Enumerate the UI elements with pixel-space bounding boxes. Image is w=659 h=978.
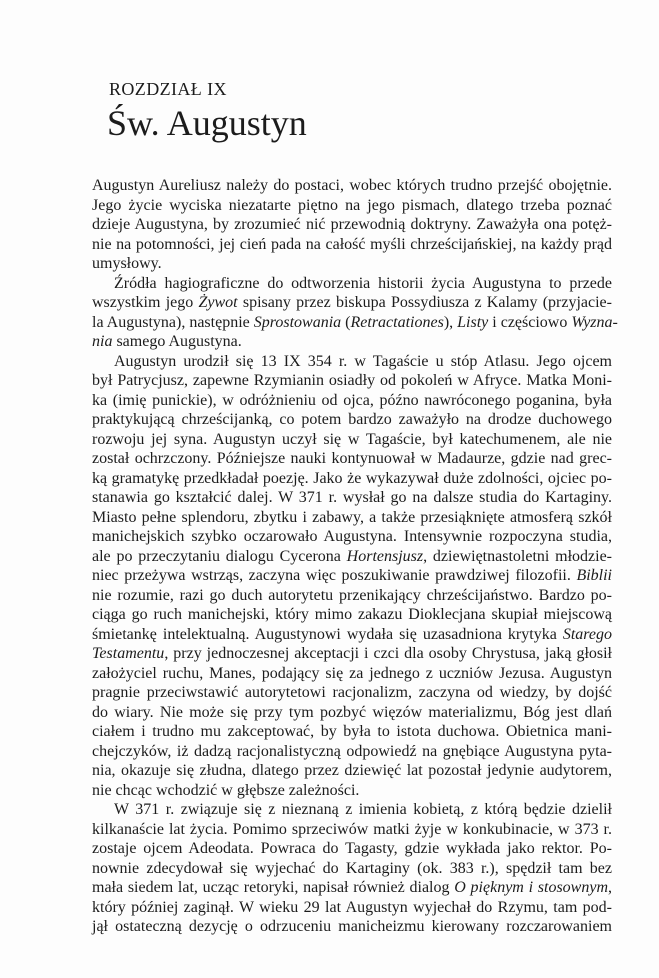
text-line: ka (imię punickie), w odróżnieniu od ojca, późno nawróconego poganina, była <box>92 391 612 409</box>
text-line: kilkanaście lat życia. Pomimo sprzeciwów matki żyje w konkubinacie, w 373 r. <box>92 820 612 838</box>
text-line: nownie zdecydował się wyjechać do Kartaginy (ok. 383 r.), spędził tam bez <box>92 859 612 877</box>
text-line: niec przeżywa wstrząs, zaczyna więc poszukiwanie prawdziwej filozofii. Biblii <box>92 567 612 584</box>
text-line: nie chcąc wchodzić w głębsze zależności. <box>92 781 360 799</box>
text-line: ką gramatykę przedkładał poezję. Jako że wykazywał duże zdolności, ojciec po- <box>92 469 612 487</box>
text-line: stanawia go kształcić dalej. W 371 r. wysłał go na dalsze studia do Kartaginy. <box>92 489 612 506</box>
text-line: do wiary. Nie może się przy tym pozbyć więzów materializmu, Bóg jest dlań <box>92 703 612 721</box>
text-line: W 371 r. związuje się z nieznaną z imienia kobietą, z którą będzie dzielił <box>114 801 612 818</box>
body-text <box>92 176 618 937</box>
text-line: chejczyków, iż dadzą racjonalistyczną odpowiedź na gnębiące Augustyna pyta- <box>92 742 612 760</box>
text-line: jął ostateczną dezycję o odrzuceniu manicheizmu kierowany rozczarowaniem <box>92 918 612 935</box>
text-line: pragnie przeciwstawić autorytetowi racjonalizm, zaczyna od wiedzy, by dojść <box>92 684 612 701</box>
text-line: zostaje ojcem Adeodata. Powraca do Tagasty, gdzie wykłada jako rektor. Po- <box>92 840 612 857</box>
text-line: dzieje Augustyna, by zrozumieć nić przewodnią doktryny. Zaważyła ona potęż- <box>92 216 612 233</box>
text-line: wszystkim jego Żywot spisany przez biskupa Possydiusza z Kalamy (przyjacie- <box>92 294 612 311</box>
text-line: nie na potomności, jej cień pada na całość myśli chrześcijańskiej, na każdy prąd <box>92 235 612 253</box>
text-line: Jego życie wyciska niezatarte piętno na jego pismach, dlatego trzeba poznać <box>92 196 612 214</box>
text-line: nie rozumie, razi go duch autorytetu przenikający chrześcijaństwo. Bardzo po- <box>92 586 612 604</box>
text-line: mała siedem lat, ucząc retoryki, napisał również dialog O pięknym i stosownym, <box>92 879 613 896</box>
chapter-title: Św. Augustyn <box>107 103 307 143</box>
text-line: Testamentu, przy jednoczesnej akceptacji i czci dla osoby Chrystusa, jaką głosił <box>92 645 612 662</box>
text-line: nia, okazuje się złudna, dlatego przez dziewięć lat pozostał jedynie audytorem, <box>92 762 612 779</box>
text-line: nia samego Augustyna. <box>92 333 242 350</box>
text-line: rozwoju jej syna. Augustyn uczył się w Tagaście, był katechumenem, ale nie <box>92 430 612 448</box>
text-line: ciąga go ruch manichejski, który mimo zakazu Dioklecjana skupiał miejscową <box>92 606 612 623</box>
text-line: został ochrzczony. Późniejsze nauki kontynuował w Madaurze, gdzie nad grec- <box>92 450 612 467</box>
text-line: Miasto pełne splendoru, zbytku i zabawy, a także przesiąknięte atmosferą szkół <box>92 508 612 526</box>
text-line: ciałem i trudno mu zakceptować, by była to istota duchowa. Obietnica mani- <box>92 723 612 740</box>
text-line: la Augustyna), następnie Sprostowania (Retractationes), Listy i częściowo Wyzna- <box>92 313 618 331</box>
text-line: założyciel ruchu, Manes, podający się za jednego z uczniów Jezusa. Augustyn <box>92 664 612 682</box>
text-line: śmietankę intelektualną. Augustynowi wydała się uzasadniona krytyka Starego <box>92 625 612 643</box>
text-line: który później zaginął. W wieku 29 lat Augustyn wyjechał do Rzymu, tam pod- <box>92 898 612 916</box>
text-line: manichejskich szybko oczarowało Augustyna. Intensywnie rozpoczyna studia, <box>92 528 612 545</box>
text-line: Augustyn urodził się 13 IX 354 r. w Tagaście u stóp Atlasu. Jego ojcem <box>114 352 612 370</box>
text-line: Augustyn Aureliusz należy do postaci, wobec których trudno przejść obojętnie. <box>92 177 612 194</box>
text-line: umysłowy. <box>92 255 162 272</box>
text-line: praktykującą chrześcijanką, co potem bardzo zaważyło na drodze duchowego <box>92 411 612 428</box>
text-line: Źródła hagiograficzne do odtworzenia historii życia Augustyna to przede <box>114 274 612 292</box>
text-line: był Patrycjusz, zapewne Rzymianin osiadły od pokoleń w Afryce. Matka Moni- <box>92 372 612 389</box>
chapter-label: ROZDZIAŁ IX <box>109 79 227 99</box>
text-line: ale po przeczytaniu dialogu Cycerona Hortensjusz, dziewiętnastoletni młodzie- <box>92 547 612 565</box>
